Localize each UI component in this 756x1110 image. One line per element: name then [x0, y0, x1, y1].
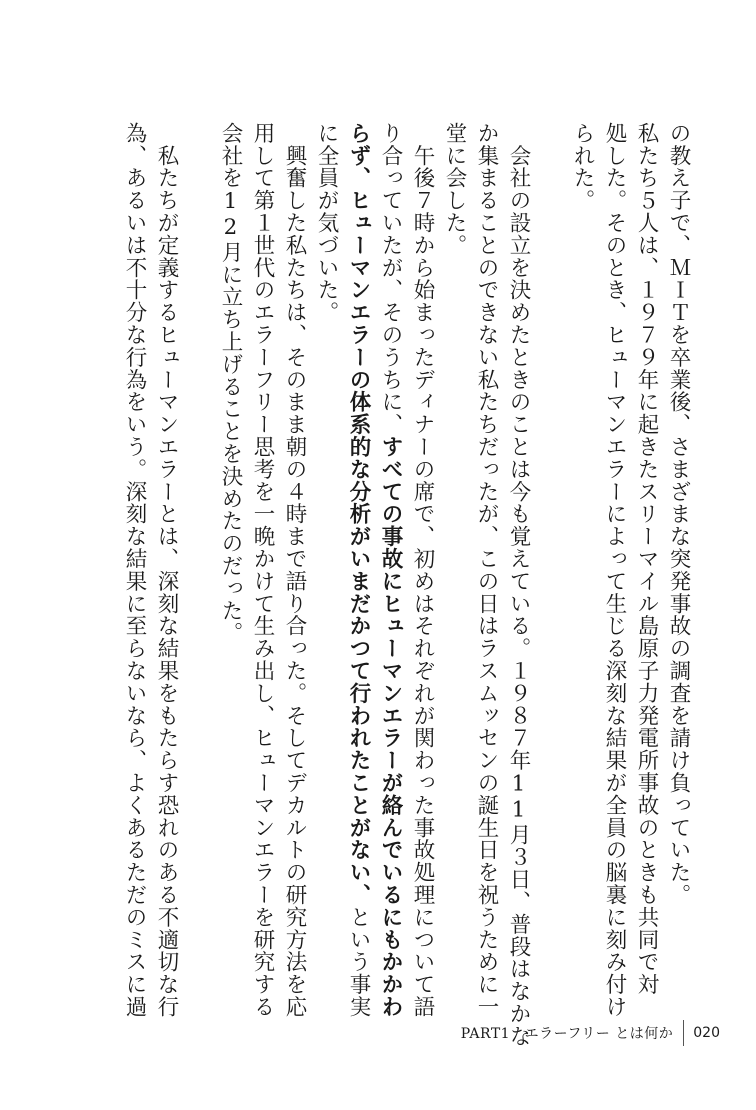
text-line: 興奮した私たちは、そのまま朝の４時まで語り合った。そしてデカルトの研究方法を応	[282, 122, 307, 1018]
text-line: 会社の設立を決めたときのことは今も覚えている。１９８７年11月３日、普段はなかな	[506, 122, 531, 1048]
text-line: 私たち５人は、１９７９年に起きたスリーマイル島原子力発電所事故のときも共同で対	[634, 122, 659, 996]
text-line: の教え子で、ＭＩＴを卒業後、さまざまな突発事故の調査を請け負っていた。	[666, 122, 691, 906]
text-line: か集まることのできない私たちだったが、この日はラスムッセンの誕生日を祝うために一	[474, 122, 499, 1018]
page-number: 020	[693, 1025, 720, 1041]
text-line	[378, 122, 402, 1018]
divider	[683, 1020, 684, 1046]
text-segment: という事実	[346, 906, 371, 1018]
text-line	[346, 122, 370, 1018]
page-footer	[461, 1018, 720, 1048]
text-line: られた。	[570, 122, 595, 212]
emphasis-text: らず、ヒューマンエラーの体系的な分析がいまだかつて行われたことがない、	[346, 122, 371, 906]
text-line: 会社を12月に立ち上げることを決めたのだった。	[218, 122, 243, 645]
text-line: 午後７時から始まったディナーの席で、初めはそれぞれが関わった事故処理について語	[410, 122, 435, 1018]
text-line: 処した。そのとき、ヒューマンエラーによって生じる深刻な結果が全員の脳裏に刻み付け	[602, 122, 627, 1018]
text-segment: り合っていたが、そのうちに、	[378, 122, 403, 436]
running-header: PART1 エラーフリー とは何か	[460, 1026, 674, 1042]
text-line: 為、あるいは不十分な行為をいう。深刻な結果に至らないなら、よくあるただのミスに過	[122, 122, 147, 1018]
text-line: 用して第１世代のエラーフリー思考を一晩かけて生み出し、ヒューマンエラーを研究する	[250, 122, 275, 1018]
emphasis-text: すべての事故にヒューマンエラーが絡んでいるにもかかわ	[378, 435, 403, 1019]
text-line: 私たちが定義するヒューマンエラーとは、深刻な結果をもたらす恐れのある不適切な行	[154, 122, 179, 1018]
text-line: に全員が気づいた。	[314, 122, 339, 324]
text-line: 堂に会した。	[442, 122, 467, 257]
